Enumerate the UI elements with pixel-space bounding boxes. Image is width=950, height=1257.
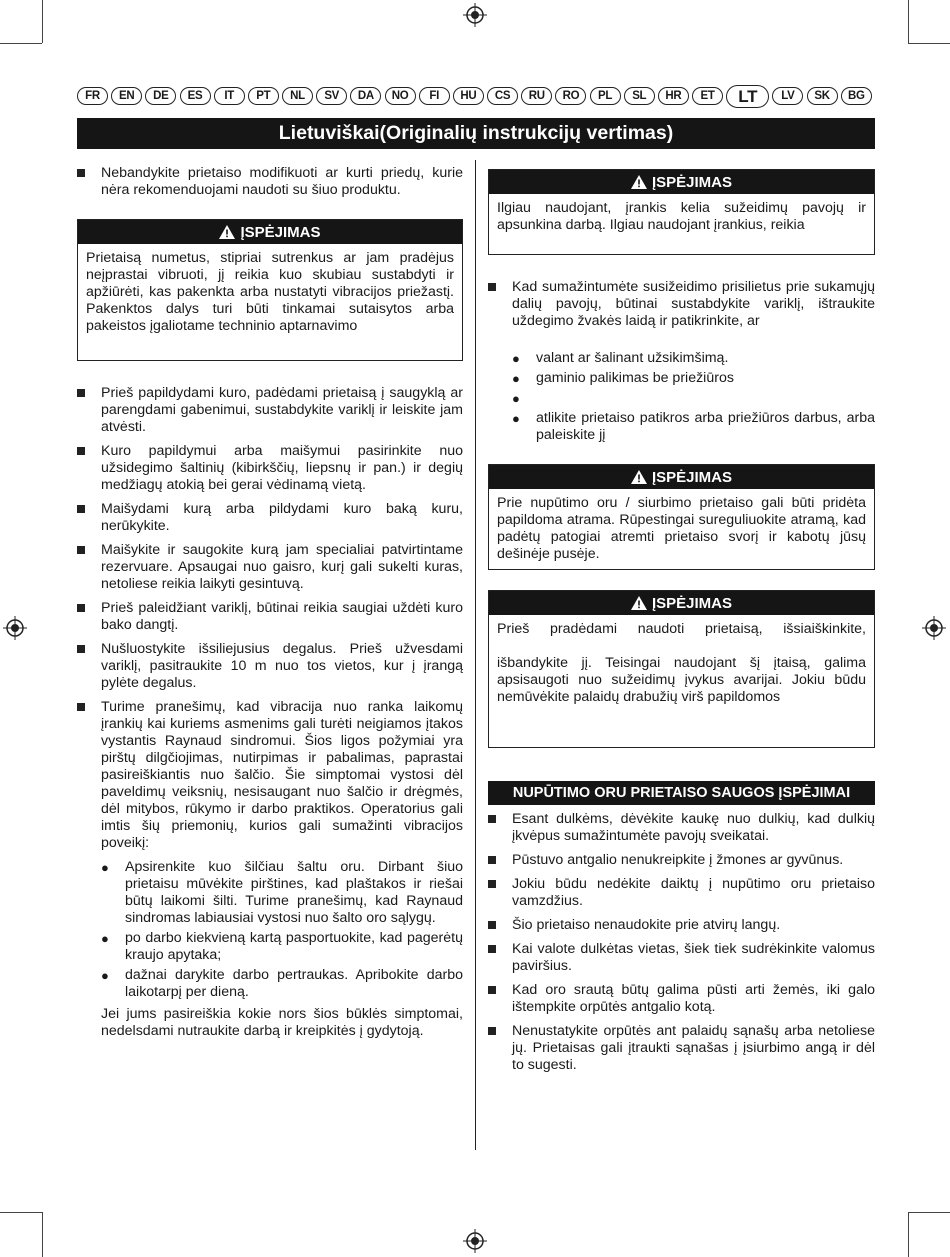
warning-heading: ĮSPĖJIMAS (240, 223, 321, 241)
warning-body: Prie nupūtimo oru / siurbimo prietaiso gali būti pridėta papildoma atrama. Rūpestingai sureguliuokite atramą, kad padėtų patogiai atremti prietaiso svorį ir kabotų jūsų dešinėje pusėje. (497, 495, 866, 562)
list-item: Kad sumažintumėte susižeidimo prisilietus prie sukamųjų dalių pavojų, būtinai sustabdykite variklį, ištraukite uždegimo žvakės laidą ir patikrinkite, ar (488, 279, 875, 330)
warning-header (489, 170, 874, 194)
registration-mark-icon (463, 1229, 487, 1253)
bullet-square-icon (77, 699, 101, 852)
list-item: Turime pranešimų, kad vibracija nuo ranka laikomų įrankių kai kuriems asmenims gali turėti neigiamos įtakos vystantis Raynaud sindromui. Šios ligos požymiai yra pirštų dilgčiojimas, nutirpimas ir pabalimas, paprastai pasireiškiantis nuo šalčio. Šie simptomai vystosi dėl paveldimų veiksnių, nesisaugant nuo šalčio ir drėgmės, dėl mitybos, rūkymo ir darbo praktikos. Operatorius gali imtis šių priemonių, kurios gali sumažinti vibracijos poveikį: (77, 699, 463, 852)
crop-mark (908, 1212, 909, 1257)
warning-heading: ĮSPĖJIMAS (651, 173, 733, 191)
language-tab-lv[interactable]: LV (772, 87, 803, 105)
warning-box (488, 464, 875, 570)
right-column (488, 169, 875, 1081)
language-tab-ru[interactable]: RU (521, 87, 552, 105)
bullet-dot-icon: ● (101, 968, 109, 983)
list-item: Nenustatykite orpūtės ant palaidų sąnašų arba netoliese jų. Prietaisas gali įtraukti sąnašas į įsiurbimo angą ir dėl to sugesti. (488, 1023, 875, 1074)
language-tab-pt[interactable]: PT (248, 87, 279, 105)
warning-line: Prieš pradėdami naudoti prietaisą, išsiaiškinkite, (497, 621, 866, 637)
sub-list-item: ● gaminio palikimas be priežiūros (512, 370, 734, 386)
language-tab-sl[interactable]: SL (624, 87, 655, 105)
warning-body (489, 615, 874, 712)
language-tab-hu[interactable]: HU (453, 87, 484, 105)
blower-safety-list (488, 811, 875, 1074)
bullet-square-icon (77, 165, 101, 199)
bullet-square-icon (77, 443, 101, 494)
language-tab-nl[interactable]: NL (282, 87, 313, 105)
warning-body: Ilgiau naudojant, įrankis kelia sužeidimų pavojų ir apsunkina darbą. Ilgiau naudojant įrankius, reikia (497, 200, 866, 233)
list-item: Jokiu būdu nedėkite daiktų į nupūtimo oru prietaiso vamzdžius. (488, 876, 875, 910)
language-tab-lt[interactable]: LT (726, 85, 769, 108)
warning-header (489, 591, 874, 615)
warning-box (488, 169, 875, 255)
warning-triangle-icon (631, 470, 647, 484)
list-item: Maišykite ir saugokite kurą jam specialiai patvirtintame rezervuare. Apsaugai nuo gaisro, kurį gali sukelti kuras, netoliese reikia laikyti gesintuvą. (77, 542, 463, 593)
language-tab-de[interactable]: DE (145, 87, 176, 105)
language-tab-es[interactable]: ES (180, 87, 211, 105)
crop-mark (0, 1212, 42, 1213)
language-tab-sk[interactable]: SK (807, 87, 838, 105)
bullet-square-icon (488, 811, 512, 845)
language-tab-cs[interactable]: CS (487, 87, 518, 105)
closing-paragraph: Jei jums pasireiškia kokie nors šios būklės simptomai, nedelsdami nutraukite darbą ir kreipkitės į gydytoją. (101, 1006, 463, 1039)
warning-body: Prietaisą numetus, stipriai sutrenkus ar jam pradėjus neįprastai vibruoti, jį reikia kuo skubiau sustabdyti ir apžiūrėti, kas pakenkta arba nustatyti vibracijos priežastį. Pakenktos dalys turi būti tinkamai sutaisytos arba pakeistos įgaliotame techninio aptarnavimo (86, 250, 454, 334)
bullet-dot-icon: ● (512, 411, 520, 426)
bullet-square-icon (77, 641, 101, 692)
language-tab-et[interactable]: ET (692, 87, 723, 105)
bullet-square-icon (77, 385, 101, 436)
language-tab-ro[interactable]: RO (555, 87, 586, 105)
bullet-square-icon (77, 600, 101, 634)
list-item: Esant dulkėms, dėvėkite kaukę nuo dulkių, kad dulkių įkvėpus sumažintumėte pavojų sveikatai. (488, 811, 875, 845)
warning-heading: ĮSPĖJIMAS (651, 468, 733, 486)
list-item: Prieš papildydami kuro, padėdami prietaisą į saugyklą ar parengdami gabenimui, sustabdykite variklį ir leiskite jam atvėsti. (77, 385, 463, 436)
sub-list-item: ● po darbo kiekvieną kartą pasportuokite, kad pagerėtų kraujo apytaka; (101, 930, 463, 963)
warning-heading: ĮSPĖJIMAS (651, 594, 733, 612)
section-heading: NUPŪTIMO ORU PRIETAISO SAUGOS ĮSPĖJIMAI (488, 781, 875, 805)
list-item: Kai valote dulkėtas vietas, šiek tiek sudrėkinkite valomus paviršius. (488, 941, 875, 975)
language-tab-da[interactable]: DA (350, 87, 381, 105)
list-item: Kad oro srautą būtų galima pūsti arti žemės, iki galo ištempkite orpūtės antgalio kotą. (488, 982, 875, 1016)
bullet-square-icon (77, 501, 101, 535)
language-tab-fi[interactable]: FI (419, 87, 450, 105)
sub-list-item: ● dažnai darykite darbo pertraukas. Apribokite darbo laikotarpį per dieną. (101, 967, 463, 1000)
bullet-square-icon (488, 982, 512, 1016)
crop-mark (908, 1212, 950, 1213)
list-item: Pūstuvo antgalio nenukreipkite į žmones ar gyvūnus. (488, 852, 875, 869)
warning-triangle-icon (631, 175, 647, 189)
warning-box (488, 590, 875, 748)
crop-mark (908, 0, 909, 43)
list-item: Maišydami kurą arba pildydami kuro baką kuru, nerūkykite. (77, 501, 463, 535)
crop-mark (42, 0, 43, 43)
language-tab-sv[interactable]: SV (316, 87, 347, 105)
bullet-square-icon (488, 279, 512, 330)
language-tab-en[interactable]: EN (111, 87, 142, 105)
list-item: Prieš paleidžiant variklį, būtinai reikia saugiai uždėti kuro bako dangtį. (77, 600, 463, 634)
sub-list-item: ● Apsirenkite kuo šilčiau šaltu oru. Dirbant šiuo prietaisu mūvėkite pirštines, kad plaštakos ir riešai būtų laikomi šilti. Turime pranešimų, kad Raynaud sindromas labiausiai vystosi nuo šalto oro sąlygų. (101, 859, 463, 926)
bullet-square-icon (77, 542, 101, 593)
bullet-dot-icon: ● (101, 860, 109, 875)
list-item: Nušluostykite išsiliejusius degalus. Prieš užvesdami variklį, pasitraukite 10 m nuo tos vietos, kur į įrangą pylėte degalus. (77, 641, 463, 692)
language-tab-hr[interactable]: HR (658, 87, 689, 105)
registration-mark-icon (922, 616, 946, 640)
bullet-square-icon (488, 876, 512, 910)
registration-mark-icon (3, 616, 27, 640)
warning-triangle-icon (631, 596, 647, 610)
language-tab-pl[interactable]: PL (590, 87, 621, 105)
warning-triangle-icon (219, 225, 235, 239)
bullet-square-icon (488, 917, 512, 934)
warning-box (77, 219, 463, 361)
bullet-dot-icon: ● (512, 371, 520, 386)
bullet-square-icon (488, 852, 512, 869)
bullet-dot-icon: ● (512, 391, 520, 406)
column-divider (475, 160, 476, 1150)
page-title: Lietuviškai(Originalių instrukcijų vertimas) (77, 118, 875, 149)
bullet-dot-icon: ● (101, 931, 109, 946)
language-tab-fr[interactable]: FR (77, 87, 108, 105)
bullet-square-icon (488, 1023, 512, 1074)
list-item: Kuro papildymui arba maišymui pasirinkite nuo užsidegimo šaltinių (kibirkščių, liepsnų ir pan.) ir degių medžiagų atokią bei gerai vėdinamą vietą. (77, 443, 463, 494)
bullet-dot-icon: ● (512, 351, 520, 366)
left-column (77, 165, 463, 1040)
vibration-sub-list (77, 859, 463, 1001)
crop-mark (42, 1212, 43, 1257)
warning-header (78, 220, 462, 244)
bullet-square-icon (488, 941, 512, 975)
sub-list-item (512, 390, 875, 407)
warning-line: išbandykite jį. Teisingai naudojant šį įtaisą, galima apsisaugoti nuo sužeidimų įvykus avarijai. Jokiu būdu nemūvėkite palaidų drabužių virš papildomos (497, 655, 866, 705)
crop-mark (0, 43, 42, 44)
crop-mark (908, 43, 950, 44)
list-item: Nebandykite prietaiso modifikuoti ar kurti priedų, kurie nėra rekomenduojami naudoti su šiuo produktu. (77, 165, 463, 199)
sub-list-item: ● valant ar šalinant užsikimšimą. (512, 350, 729, 366)
language-bar (77, 84, 875, 108)
language-tab-bg[interactable]: BG (841, 87, 872, 105)
fuel-bullet-list (77, 385, 463, 852)
language-tab-it[interactable]: IT (214, 87, 245, 105)
sub-list-item: ● atlikite prietaiso patikros arba priežiūros darbus, arba paleiskite jį (512, 410, 875, 443)
rotating-parts-sub-list (488, 350, 875, 444)
list-item: Šio prietaiso nenaudokite prie atvirų langų. (488, 917, 875, 934)
warning-header (489, 465, 874, 489)
language-tab-no[interactable]: NO (385, 87, 416, 105)
registration-mark-icon (463, 3, 487, 27)
